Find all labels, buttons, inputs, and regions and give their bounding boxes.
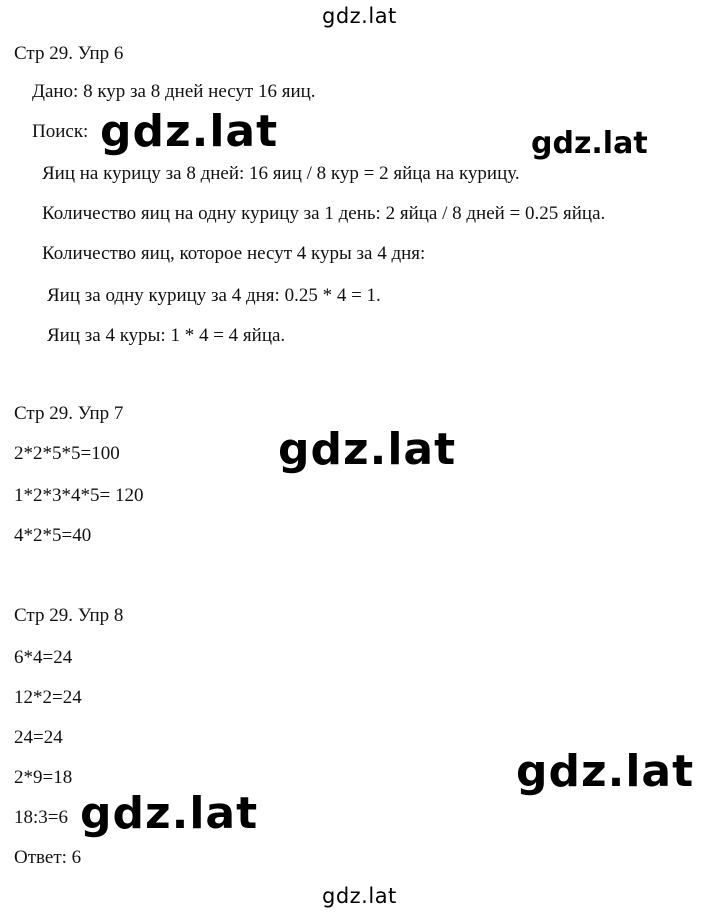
ex6-line-2: Количество яиц на одну курицу за 1 день: 2 яйца / 8 дней = 0.25 яйца. [42, 203, 606, 224]
ex8-line: 12*2=24 [14, 687, 82, 708]
ex8-line: 18:3=6 [14, 807, 68, 828]
ex7-line: 2*2*5*5=100 [14, 443, 120, 464]
watermark-right-header: gdz.lat [531, 126, 648, 161]
ex6-given: Дано: 8 кур за 8 дней несут 16 яиц. [32, 81, 316, 102]
ex6-line-1: Яиц на курицу за 8 дней: 16 яиц / 8 кур = 2 яйца на курицу. [42, 163, 520, 184]
ex8-answer: Ответ: 6 [14, 847, 82, 868]
ex6-line-5: Яиц за 4 куры: 1 * 4 = 4 яйца. [47, 325, 286, 346]
ex8-line: 6*4=24 [14, 647, 73, 668]
ex8-line: 2*9=18 [14, 767, 73, 788]
ex7-line: 4*2*5=40 [14, 525, 92, 546]
watermark-top: gdz.lat [322, 4, 397, 28]
watermark-right-lower: gdz.lat [516, 746, 695, 797]
watermark-left-lower: gdz.lat [80, 788, 259, 839]
ex6-line-3: Количество яиц, которое несут 4 куры за 4 дня: [42, 243, 426, 264]
ex6-line-4: Яиц за одну курицу за 4 дня: 0.25 * 4 = 1. [47, 285, 381, 306]
ex7-line: 1*2*3*4*5= 120 [14, 485, 144, 506]
ex6-heading: Стр 29. Упр 6 [14, 43, 124, 64]
ex6-search-label: Поиск: [32, 121, 89, 142]
watermark-center: gdz.lat [278, 424, 457, 475]
watermark-bottom: gdz.lat [322, 884, 397, 908]
ex8-line: 24=24 [14, 727, 63, 748]
watermark-left-header: gdz.lat [100, 106, 279, 157]
ex7-heading: Стр 29. Упр 7 [14, 403, 124, 424]
ex8-heading: Стр 29. Упр 8 [14, 605, 124, 626]
